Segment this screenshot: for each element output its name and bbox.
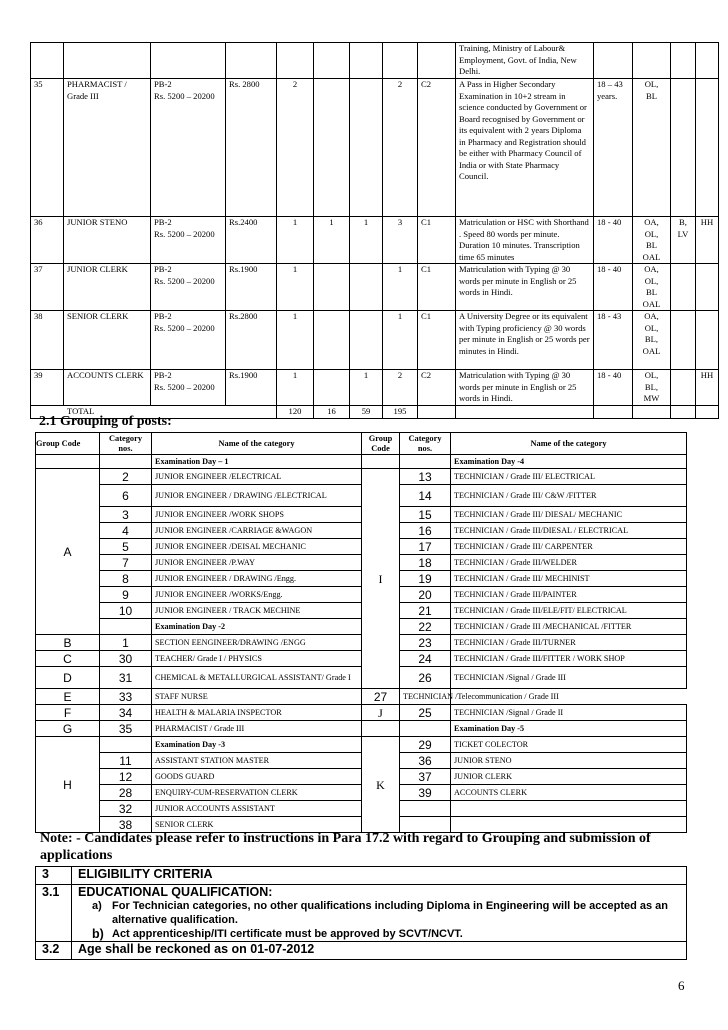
posts-table	[30, 42, 719, 419]
grouping-row	[36, 433, 687, 455]
post-c1-cell	[277, 43, 314, 79]
grouping-row	[36, 801, 687, 817]
post-gp-cell: Rs. 2800	[226, 79, 277, 217]
category-name: TECHNICIAN / Grade III/TURNER	[451, 635, 687, 651]
category-name: JUNIOR STENO	[451, 753, 687, 769]
post-qual-cell: A University Degree or its equivalent with Typing proficiency @ 30 words per minute in English or 25 words per minutes in Hindi.	[456, 311, 594, 370]
category-number: 26	[400, 667, 451, 689]
category-number: 27	[362, 689, 400, 705]
grouping-row	[36, 555, 687, 571]
category-number: 28	[100, 785, 152, 801]
post-gp-cell: Rs.1900	[226, 264, 277, 311]
category-name: TECHNICIAN /Telecommunication / Grade III	[400, 689, 451, 705]
post-grp-cell	[418, 43, 456, 79]
grouping-row	[36, 603, 687, 619]
category-name: JUNIOR ENGINEER /CARRIAGE &WAGON	[152, 523, 362, 539]
criteria-b	[78, 927, 680, 941]
grouping-row	[36, 769, 687, 785]
grouping-row	[36, 469, 687, 485]
category-name: TICKET COLECTOR	[451, 737, 687, 753]
post-c3-cell	[350, 311, 383, 370]
total-empty-cell	[671, 405, 696, 418]
grouping-row	[36, 587, 687, 603]
post-no-cell: 39	[31, 370, 64, 406]
post-c2-cell: 1	[314, 217, 350, 264]
post-pay-cell: PB-2 Rs. 5200 – 20200	[151, 311, 226, 370]
post-cat-cell	[671, 370, 696, 406]
exam-day-2-label: Examination Day -2	[152, 619, 362, 635]
category-name: TECHNICIAN / Grade III /MECHANICAL /FITTER	[451, 619, 687, 635]
post-grp-cell: C1	[418, 217, 456, 264]
post-pwd-cell	[696, 264, 719, 311]
section-3-1-title: EDUCATIONAL QUALIFICATION:	[78, 885, 273, 899]
post-c2-cell	[314, 264, 350, 311]
category-blank	[400, 721, 451, 737]
post-post-cell: JUNIOR STENO	[64, 217, 151, 264]
post-no-cell: 35	[31, 79, 64, 217]
category-number: 22	[400, 619, 451, 635]
category-blank	[100, 737, 152, 753]
category-name: JUNIOR CLERK	[451, 769, 687, 785]
category-number: 11	[100, 753, 152, 769]
total-label: TOTAL	[31, 405, 277, 418]
post-c1-cell: 1	[277, 217, 314, 264]
post-grp-cell: C1	[418, 311, 456, 370]
post-age-cell: 18 - 43	[594, 311, 633, 370]
criteria-a-label: a)	[92, 900, 102, 912]
post-row	[31, 370, 719, 406]
exam-day-4-label: Examination Day -4	[451, 455, 687, 469]
grouping-row	[36, 455, 687, 469]
grouping-row	[36, 571, 687, 587]
category-name: JUNIOR ENGINEER /P.WAY	[152, 555, 362, 571]
post-qual-cell: Training, Ministry of Labour& Employment, Govt. of India, New Delhi.	[456, 43, 594, 79]
post-post-cell	[64, 43, 151, 79]
category-name: GOODS GUARD	[152, 769, 362, 785]
post-pwd-cell: HH	[696, 370, 719, 406]
total-empty-cell	[418, 405, 456, 418]
header-category-name: Name of the category	[152, 433, 362, 455]
grouping-row	[36, 651, 687, 667]
post-age-cell: 18 – 43 years.	[594, 79, 633, 217]
post-qual-cell: Matriculation with Typing @ 30 words per minute in English or 25 words in Hindi.	[456, 370, 594, 406]
post-age-cell: 18 - 40	[594, 264, 633, 311]
post-c3-cell	[350, 264, 383, 311]
category-name: SENIOR CLERK	[152, 817, 362, 833]
post-c1-cell: 2	[277, 79, 314, 217]
post-c1-cell: 1	[277, 370, 314, 406]
category-blank	[100, 619, 152, 635]
page-number: 6	[678, 978, 685, 993]
category-number: 1	[100, 635, 152, 651]
post-cat-cell: B, LV	[671, 217, 696, 264]
grouping-row	[36, 753, 687, 769]
post-gp-cell: Rs.1900	[226, 370, 277, 406]
post-c1-cell: 1	[277, 264, 314, 311]
post-row	[31, 264, 719, 311]
post-no-cell: 38	[31, 311, 64, 370]
category-number: 2	[100, 469, 152, 485]
post-pay-cell: PB-2 Rs. 5200 – 20200	[151, 217, 226, 264]
post-pwd-cell	[696, 311, 719, 370]
category-name: TECHNICIAN / Grade III/ MECHINIST	[451, 571, 687, 587]
category-number: 4	[100, 523, 152, 539]
post-age-cell	[594, 43, 633, 79]
criteria-a-text: For Technician categories, no other qualifications including Diploma in Engineering will be accepted as an alternative qualification.	[112, 900, 669, 926]
post-c2-cell	[314, 43, 350, 79]
post-post-cell: ACCOUNTS CLERK	[64, 370, 151, 406]
category-blank	[100, 455, 152, 469]
post-grp-cell: C2	[418, 370, 456, 406]
post-pwd-cell	[696, 43, 719, 79]
group-code: G	[36, 721, 100, 737]
category-blank	[400, 801, 451, 817]
grouping-row	[36, 485, 687, 507]
post-row	[31, 217, 719, 264]
post-med-cell: OL, BL	[633, 79, 671, 217]
grouping-row	[36, 507, 687, 523]
category-name: TECHNICIAN / Grade III/PAINTER	[451, 587, 687, 603]
group-code: E	[36, 689, 100, 705]
grouping-row	[36, 523, 687, 539]
category-name: CHEMICAL & METALLURGICAL ASSISTANT/ Grade I	[152, 667, 362, 689]
post-no-cell	[31, 43, 64, 79]
group-code-blank	[362, 455, 400, 469]
category-name: JUNIOR ACCOUNTS ASSISTANT	[152, 801, 362, 817]
category-name: JUNIOR ENGINEER / DRAWING /Engg.	[152, 571, 362, 587]
post-cat-cell	[671, 79, 696, 217]
group-code-blank	[362, 721, 400, 737]
grouping-row	[36, 785, 687, 801]
section-3-1-number: 3.1	[36, 885, 72, 942]
post-row	[31, 311, 719, 370]
criteria-a	[78, 899, 680, 927]
post-c2-cell	[314, 79, 350, 217]
grouping-row	[36, 737, 687, 753]
section-3-1-cell	[72, 885, 687, 942]
header-category-name-2: Name of the category	[451, 433, 687, 455]
category-number: 24	[400, 651, 451, 667]
grouping-row	[36, 539, 687, 555]
category-name: TECHNICIAN / Grade III/ELE/FIT/ ELECTRICAL	[451, 603, 687, 619]
post-med-cell: OA, OL, BL, OAL	[633, 311, 671, 370]
name-blank	[451, 801, 687, 817]
post-gp-cell	[226, 43, 277, 79]
section-3-title: ELIGIBILITY CRITERIA	[72, 867, 687, 885]
post-grp-cell: C1	[418, 264, 456, 311]
category-number: 36	[400, 753, 451, 769]
post-cat-cell	[671, 43, 696, 79]
grouping-row	[36, 705, 687, 721]
group-code: C	[36, 651, 100, 667]
category-number: 29	[400, 737, 451, 753]
post-pay-cell: PB-2 Rs. 5200 – 20200	[151, 264, 226, 311]
category-number: 3	[100, 507, 152, 523]
category-name: TECHNICIAN / Grade III/FITTER / WORK SHOP	[451, 651, 687, 667]
grouping-heading: 2.1 Grouping of posts:	[39, 414, 172, 429]
category-number: 17	[400, 539, 451, 555]
section-3-2-title: Age shall be reckoned as on 01-07-2012	[72, 942, 687, 960]
category-name: JUNIOR ENGINEER / TRACK MECHINE	[152, 603, 362, 619]
grouping-row	[36, 689, 687, 705]
post-c3-cell	[350, 43, 383, 79]
group-code: F	[36, 705, 100, 721]
post-c4-cell: 2	[383, 370, 418, 406]
criteria-b-label: b)	[92, 927, 104, 941]
section-3-number: 3	[36, 867, 72, 885]
grouping-row	[36, 721, 687, 737]
header-group-code-2: Group Code	[362, 433, 400, 455]
category-number: 21	[400, 603, 451, 619]
post-qual-cell: A Pass in Higher Secondary Examination in 10+2 stream in science conducted by Government or Board recognised by Government or its equivalent with 2 years Diploma in Pharmacy and Registration should be either with Pharmacy Council of India or with State Pharmacy Council.	[456, 79, 594, 217]
post-grp-cell: C2	[418, 79, 456, 217]
category-number: 15	[400, 507, 451, 523]
category-number: 14	[400, 485, 451, 507]
post-qual-cell: Matriculation or HSC with Shorthand . Speed 80 words per minute. Duration 10 minutes. Transcription time 65 minutes	[456, 217, 594, 264]
group-code-K: K	[362, 737, 400, 833]
post-c2-cell	[314, 311, 350, 370]
post-qual-cell: Matriculation with Typing @ 30 words per minute in English or 25 words in Hindi.	[456, 264, 594, 311]
category-name: TECHNICIAN / Grade III/DIESAL / ELECTRICAL	[451, 523, 687, 539]
group-code: D	[36, 667, 100, 689]
category-number: 23	[400, 635, 451, 651]
category-number: 5	[100, 539, 152, 555]
group-code-J: J	[362, 705, 400, 721]
category-number: 37	[400, 769, 451, 785]
category-number: 38	[100, 817, 152, 833]
post-age-cell: 18 - 40	[594, 370, 633, 406]
post-med-cell: OA, OL, BL OAL	[633, 264, 671, 311]
category-name: JUNIOR ENGINEER /ELECTRICAL	[152, 469, 362, 485]
category-number: 6	[100, 485, 152, 507]
category-name: SECTION EENGINEER/DRAWING /ENGG	[152, 635, 362, 651]
post-pay-cell: PB-2 Rs. 5200 – 20200	[151, 370, 226, 406]
category-number: 9	[100, 587, 152, 603]
group-code-H: H	[36, 737, 100, 833]
total-c4: 195	[383, 405, 418, 418]
category-number: 13	[400, 469, 451, 485]
category-number: 18	[400, 555, 451, 571]
category-name: TECHNICIAN / Grade III/ C&W /FITTER	[451, 485, 687, 507]
total-empty-cell	[456, 405, 594, 418]
post-pay-cell	[151, 43, 226, 79]
post-post-cell: SENIOR CLERK	[64, 311, 151, 370]
total-c1: 120	[277, 405, 314, 418]
total-empty-cell	[696, 405, 719, 418]
grouping-row	[36, 635, 687, 651]
category-name: TECHNICIAN / Grade III/ CARPENTER	[451, 539, 687, 555]
header-category-nos-2: Category nos.	[400, 433, 451, 455]
post-post-cell: PHARMACIST / Grade III	[64, 79, 151, 217]
group-code-A: A	[36, 469, 100, 635]
group-code: B	[36, 635, 100, 651]
category-number: 39	[400, 785, 451, 801]
post-no-cell: 36	[31, 217, 64, 264]
category-name: PHARMACIST / Grade III	[152, 721, 362, 737]
category-name: TECHNICIAN / Grade III/ DIESAL/ MECHANIC	[451, 507, 687, 523]
category-name: ASSISTANT STATION MASTER	[152, 753, 362, 769]
category-name: JUNIOR ENGINEER / DRAWING /ELECTRICAL	[152, 485, 362, 507]
post-gp-cell: Rs.2400	[226, 217, 277, 264]
category-number: 7	[100, 555, 152, 571]
category-number: 12	[100, 769, 152, 785]
group-code-blank	[36, 455, 100, 469]
eligibility-table	[35, 866, 687, 960]
category-blank	[400, 455, 451, 469]
category-number: 16	[400, 523, 451, 539]
category-number: 33	[100, 689, 152, 705]
total-c3: 59	[350, 405, 383, 418]
post-pwd-cell	[696, 79, 719, 217]
post-c4-cell: 1	[383, 264, 418, 311]
category-name: JUNIOR ENGINEER /WORK SHOPS	[152, 507, 362, 523]
group-code-I: I	[362, 469, 400, 689]
category-number: 32	[100, 801, 152, 817]
post-c4-cell: 1	[383, 311, 418, 370]
category-name: HEALTH & MALARIA INSPECTOR	[152, 705, 362, 721]
post-c4-cell	[383, 43, 418, 79]
total-empty-cell	[594, 405, 633, 418]
header-group-code: Group Code	[36, 433, 100, 455]
post-med-cell	[633, 43, 671, 79]
post-cat-cell	[671, 311, 696, 370]
post-no-cell: 37	[31, 264, 64, 311]
category-name: TECHNICIAN /Signal / Grade III	[451, 667, 687, 689]
category-name: TECHNICIAN /Signal / Grade II	[451, 705, 687, 721]
category-number: 20	[400, 587, 451, 603]
post-c1-cell: 1	[277, 311, 314, 370]
criteria-b-text: Act apprenticeship/ITI certificate must be approved by SCVT/NCVT.	[112, 928, 463, 940]
category-name: ACCOUNTS CLERK	[451, 785, 687, 801]
note-text: Note: - Candidates please refer to instructions in Para 17.2 with regard to Grouping and submission of applications	[40, 831, 651, 863]
post-med-cell: OL, BL, MW	[633, 370, 671, 406]
category-name: JUNIOR ENGINEER /DEISAL MECHANIC	[152, 539, 362, 555]
category-number: 34	[100, 705, 152, 721]
exam-day-3-label: Examination Day -3	[152, 737, 362, 753]
category-name: ENQUIRY-CUM-RESERVATION CLERK	[152, 785, 362, 801]
category-number: 10	[100, 603, 152, 619]
category-number: 25	[400, 705, 451, 721]
header-category-nos: Category nos.	[100, 433, 152, 455]
post-row	[31, 79, 719, 217]
category-number: 35	[100, 721, 152, 737]
category-number: 8	[100, 571, 152, 587]
category-number: 30	[100, 651, 152, 667]
grouping-table	[35, 432, 687, 833]
post-row	[31, 43, 719, 79]
post-pay-cell: PB-2 Rs. 5200 – 20200	[151, 79, 226, 217]
post-pwd-cell: HH	[696, 217, 719, 264]
post-gp-cell: Rs.2800	[226, 311, 277, 370]
section-3-2-number: 3.2	[36, 942, 72, 960]
grouping-row	[36, 619, 687, 635]
post-c4-cell: 2	[383, 79, 418, 217]
post-post-cell: JUNIOR CLERK	[64, 264, 151, 311]
category-name: TECHNICIAN / Grade III/WELDER	[451, 555, 687, 571]
category-name: TECHNICIAN / Grade III/ ELECTRICAL	[451, 469, 687, 485]
category-name: STAFF NURSE	[152, 689, 362, 705]
grouping-row	[36, 667, 687, 689]
exam-day-1-label: Examination Day – 1	[152, 455, 362, 469]
category-name: TEACHER/ Grade I / PHYSICS	[152, 651, 362, 667]
category-name: JUNIOR ENGINEER /WORKS/Engg.	[152, 587, 362, 603]
exam-day-5-label: Examination Day -5	[451, 721, 687, 737]
category-number: 19	[400, 571, 451, 587]
total-c2: 16	[314, 405, 350, 418]
post-cat-cell	[671, 264, 696, 311]
post-age-cell: 18 - 40	[594, 217, 633, 264]
post-c3-cell: 1	[350, 370, 383, 406]
post-c4-cell: 3	[383, 217, 418, 264]
category-number: 31	[100, 667, 152, 689]
total-empty-cell	[633, 405, 671, 418]
post-c3-cell: 1	[350, 217, 383, 264]
post-c2-cell	[314, 370, 350, 406]
post-c3-cell	[350, 79, 383, 217]
post-med-cell: OA, OL, BL OAL	[633, 217, 671, 264]
